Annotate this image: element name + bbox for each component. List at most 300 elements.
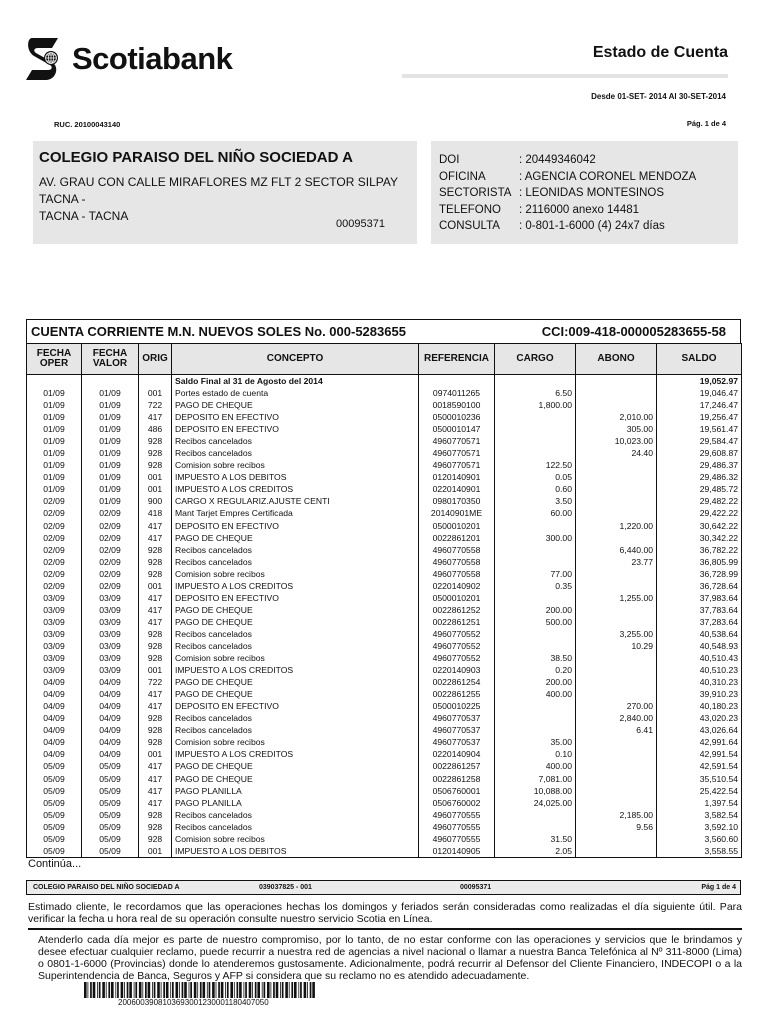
cell-fecha-oper: 04/09 [27, 688, 82, 700]
cell-abono [576, 375, 657, 388]
cell-referencia: 4960770558 [419, 568, 495, 580]
client-box [33, 141, 417, 244]
cell-concepto: DEPOSITO EN EFECTIVO [172, 520, 419, 532]
cell-orig: 900 [139, 495, 172, 507]
cell-saldo: 29,486.32 [657, 471, 742, 483]
table-row [27, 580, 742, 592]
cell-referencia: 20140901ME [419, 507, 495, 519]
cell-fecha-valor: 02/09 [82, 544, 139, 556]
cell-fecha-oper: 03/09 [27, 592, 82, 604]
cell-cargo [495, 423, 576, 435]
cell-referencia: 0022861251 [419, 616, 495, 628]
cell-referencia: 0022861258 [419, 773, 495, 785]
cell-fecha-oper: 02/09 [27, 507, 82, 519]
cell-abono: 305.00 [576, 423, 657, 435]
cell-saldo: 35,510.54 [657, 773, 742, 785]
cell-abono [576, 845, 657, 858]
info-value: : 2116000 anexo 14481 [519, 203, 640, 216]
cell-saldo: 19,052.97 [657, 375, 742, 388]
cell-fecha-oper: 03/09 [27, 640, 82, 652]
table-row [27, 411, 742, 423]
cell-orig: 417 [139, 797, 172, 809]
cell-fecha-valor: 05/09 [82, 821, 139, 833]
cell-abono [576, 399, 657, 411]
cell-orig: 928 [139, 447, 172, 459]
info-label: SECTORISTA [439, 187, 512, 199]
cell-saldo: 19,561.47 [657, 423, 742, 435]
cell-orig: 417 [139, 520, 172, 532]
cell-orig: 417 [139, 700, 172, 712]
cell-fecha-valor: 05/09 [82, 760, 139, 772]
cell-concepto: PAGO DE CHEQUE [172, 604, 419, 616]
transactions-body [27, 375, 742, 858]
cell-concepto: PAGO DE CHEQUE [172, 616, 419, 628]
cell-fecha-valor: 03/09 [82, 592, 139, 604]
cell-concepto: Comision sobre recibos [172, 459, 419, 471]
cell-saldo: 25,422.54 [657, 785, 742, 797]
cell-fecha-oper: 01/09 [27, 423, 82, 435]
cell-referencia: 4960770555 [419, 833, 495, 845]
cell-abono: 23.77 [576, 556, 657, 568]
cell-orig: 417 [139, 785, 172, 797]
cell-orig: 928 [139, 652, 172, 664]
account-cci: CCI:009-418-000005283655-58 [541, 324, 726, 339]
cell-cargo: 6.50 [495, 387, 576, 399]
cell-orig: 928 [139, 736, 172, 748]
cell-fecha-valor: 02/09 [82, 520, 139, 532]
cell-referencia: 0022861254 [419, 676, 495, 688]
cell-saldo: 37,283.64 [657, 616, 742, 628]
cell-abono: 2,010.00 [576, 411, 657, 423]
cell-orig: 001 [139, 748, 172, 760]
cell-cargo [495, 640, 576, 652]
table-row [27, 821, 742, 833]
cell-referencia: 4960770571 [419, 447, 495, 459]
cell-referencia [419, 375, 495, 388]
cell-abono [576, 797, 657, 809]
cell-concepto: Comision sobre recibos [172, 833, 419, 845]
cell-cargo [495, 724, 576, 736]
col-header-fecha-oper: FECHA OPER [27, 344, 82, 375]
cell-orig: 417 [139, 604, 172, 616]
cell-fecha-valor: 01/09 [82, 459, 139, 471]
cell-concepto: PAGO PLANILLA [172, 797, 419, 809]
cell-orig: 722 [139, 399, 172, 411]
cell-cargo: 300.00 [495, 532, 576, 544]
cell-fecha-oper: 04/09 [27, 748, 82, 760]
cell-saldo: 37,983.64 [657, 592, 742, 604]
cell-cargo: 400.00 [495, 688, 576, 700]
page-number: Pág. 1 de 4 [686, 119, 726, 128]
cell-concepto: PAGO DE CHEQUE [172, 760, 419, 772]
cell-abono [576, 652, 657, 664]
table-row [27, 447, 742, 459]
cell-orig [139, 375, 172, 388]
table-row [27, 532, 742, 544]
cell-abono [576, 785, 657, 797]
cell-referencia: 0220140904 [419, 748, 495, 760]
cell-concepto: Comision sobre recibos [172, 652, 419, 664]
cell-cargo [495, 700, 576, 712]
cell-concepto: DEPOSITO EN EFECTIVO [172, 700, 419, 712]
cell-fecha-oper: 05/09 [27, 797, 82, 809]
cell-abono [576, 387, 657, 399]
col-header-fecha-valor: FECHA VALOR [82, 344, 139, 375]
cell-fecha-valor: 01/09 [82, 423, 139, 435]
cell-fecha-oper: 05/09 [27, 845, 82, 858]
cell-concepto: Recibos cancelados [172, 640, 419, 652]
cell-referencia: 4960770552 [419, 640, 495, 652]
cell-concepto: PAGO DE CHEQUE [172, 773, 419, 785]
cell-abono [576, 471, 657, 483]
table-row [27, 664, 742, 676]
cell-fecha-valor: 03/09 [82, 664, 139, 676]
cell-orig: 001 [139, 664, 172, 676]
cell-orig: 928 [139, 628, 172, 640]
table-row [27, 845, 742, 858]
cell-saldo: 29,584.47 [657, 435, 742, 447]
cell-fecha-valor: 01/09 [82, 399, 139, 411]
cell-fecha-oper: 04/09 [27, 676, 82, 688]
cell-saldo: 37,783.64 [657, 604, 742, 616]
table-row [27, 459, 742, 471]
cell-cargo: 10,088.00 [495, 785, 576, 797]
cell-referencia: 4960770558 [419, 556, 495, 568]
cell-abono: 6.41 [576, 724, 657, 736]
cell-referencia: 0022861252 [419, 604, 495, 616]
cell-fecha-oper: 05/09 [27, 760, 82, 772]
cell-saldo: 3,582.54 [657, 809, 742, 821]
cell-fecha-valor: 05/09 [82, 773, 139, 785]
cell-cargo: 31.50 [495, 833, 576, 845]
cell-fecha-valor: 01/09 [82, 483, 139, 495]
cell-cargo: 60.00 [495, 507, 576, 519]
cell-concepto: Comision sobre recibos [172, 736, 419, 748]
cell-abono [576, 760, 657, 772]
cell-fecha-valor: 03/09 [82, 616, 139, 628]
cell-fecha-oper: 04/09 [27, 712, 82, 724]
cell-referencia: 4960770552 [419, 652, 495, 664]
cell-orig: 486 [139, 423, 172, 435]
table-row [27, 375, 742, 388]
cell-fecha-valor: 04/09 [82, 688, 139, 700]
table-row [27, 568, 742, 580]
cell-abono: 10,023.00 [576, 435, 657, 447]
cell-concepto: Recibos cancelados [172, 712, 419, 724]
cell-saldo: 40,538.64 [657, 628, 742, 640]
cell-cargo [495, 809, 576, 821]
cell-abono [576, 664, 657, 676]
cell-abono [576, 676, 657, 688]
cell-concepto: IMPUESTO A LOS CREDITOS [172, 580, 419, 592]
cell-fecha-oper: 02/09 [27, 495, 82, 507]
col-header-concepto: CONCEPTO [172, 344, 419, 375]
cell-abono [576, 833, 657, 845]
info-value: : 20449346042 [519, 154, 596, 166]
cell-orig: 417 [139, 532, 172, 544]
cell-fecha-oper: 03/09 [27, 604, 82, 616]
scotiabank-s-icon [24, 36, 64, 82]
cell-referencia: 0022861255 [419, 688, 495, 700]
cell-fecha-oper: 01/09 [27, 483, 82, 495]
notice-divider [28, 928, 742, 930]
cell-concepto: Recibos cancelados [172, 724, 419, 736]
cell-cargo [495, 520, 576, 532]
cell-orig: 928 [139, 724, 172, 736]
cell-orig: 001 [139, 845, 172, 858]
info-row-telefono [439, 202, 730, 219]
footer-client-name: COLEGIO PARAISO DEL NIÑO SOCIEDAD A [33, 884, 180, 891]
cell-concepto: CARGO X REGULARIZ.AJUSTE CENTI [172, 495, 419, 507]
cell-orig: 928 [139, 568, 172, 580]
cell-abono [576, 483, 657, 495]
col-header-orig: ORIG [139, 344, 172, 375]
cell-saldo: 29,485.72 [657, 483, 742, 495]
cell-cargo: 500.00 [495, 616, 576, 628]
cell-concepto: Recibos cancelados [172, 447, 419, 459]
table-row [27, 423, 742, 435]
cell-cargo: 38.50 [495, 652, 576, 664]
cell-saldo: 17,246.47 [657, 399, 742, 411]
cell-orig: 928 [139, 833, 172, 845]
cell-fecha-valor: 01/09 [82, 435, 139, 447]
cell-cargo: 3.50 [495, 495, 576, 507]
footer-code: 00095371 [460, 884, 492, 891]
cell-orig: 417 [139, 411, 172, 423]
cell-cargo: 0.60 [495, 483, 576, 495]
cell-saldo: 42,991.64 [657, 736, 742, 748]
cell-abono: 270.00 [576, 700, 657, 712]
table-row [27, 700, 742, 712]
table-row [27, 724, 742, 736]
cell-referencia: 4960770537 [419, 724, 495, 736]
cell-fecha-oper: 04/09 [27, 736, 82, 748]
cell-abono [576, 773, 657, 785]
cell-concepto: IMPUESTO A LOS CREDITOS [172, 483, 419, 495]
cell-cargo [495, 375, 576, 388]
table-row [27, 712, 742, 724]
cell-fecha-valor: 03/09 [82, 640, 139, 652]
cell-cargo: 0.20 [495, 664, 576, 676]
table-row [27, 556, 742, 568]
table-row [27, 809, 742, 821]
cell-fecha-oper: 03/09 [27, 652, 82, 664]
cell-fecha-valor: 02/09 [82, 532, 139, 544]
cell-fecha-oper: 02/09 [27, 568, 82, 580]
cell-concepto: Saldo Final al 31 de Agosto del 2014 [172, 375, 419, 388]
cell-orig: 928 [139, 640, 172, 652]
cell-abono [576, 532, 657, 544]
info-row-sectorista [439, 185, 730, 202]
cell-fecha-oper: 05/09 [27, 809, 82, 821]
cell-concepto: Portes estado de cuenta [172, 387, 419, 399]
col-header-referencia: REFERENCIA [419, 344, 495, 375]
cell-abono [576, 459, 657, 471]
cell-cargo: 77.00 [495, 568, 576, 580]
account-title: CUENTA CORRIENTE M.N. NUEVOS SOLES No. 000-5283655 [31, 324, 406, 339]
client-code: 00095371 [336, 218, 385, 230]
cell-referencia: 0220140903 [419, 664, 495, 676]
cell-fecha-oper: 04/09 [27, 724, 82, 736]
cell-fecha-valor: 02/09 [82, 568, 139, 580]
cell-saldo: 19,256.47 [657, 411, 742, 423]
cell-fecha-valor: 04/09 [82, 724, 139, 736]
info-row-oficina [439, 169, 730, 186]
continued-label: Continúa... [28, 858, 82, 870]
cell-orig: 001 [139, 471, 172, 483]
cell-fecha-valor: 02/09 [82, 507, 139, 519]
table-row [27, 604, 742, 616]
cell-concepto: Recibos cancelados [172, 544, 419, 556]
cell-saldo: 42,591.54 [657, 760, 742, 772]
info-value: : AGENCIA CORONEL MENDOZA [519, 170, 697, 183]
cell-fecha-valor: 01/09 [82, 387, 139, 399]
table-row [27, 760, 742, 772]
brand-name: Scotiabank [72, 41, 233, 76]
cell-concepto: IMPUESTO A LOS CREDITOS [172, 664, 419, 676]
cell-abono [576, 604, 657, 616]
cell-fecha-valor: 04/09 [82, 736, 139, 748]
cell-cargo: 122.50 [495, 459, 576, 471]
cell-saldo: 29,422.22 [657, 507, 742, 519]
cell-fecha-valor: 05/09 [82, 785, 139, 797]
cell-orig: 417 [139, 616, 172, 628]
cell-saldo: 30,642.22 [657, 520, 742, 532]
cell-fecha-valor [82, 375, 139, 388]
cell-referencia: 0500010225 [419, 700, 495, 712]
cell-fecha-oper: 01/09 [27, 411, 82, 423]
cell-cargo: 0.10 [495, 748, 576, 760]
cell-cargo: 200.00 [495, 604, 576, 616]
cell-abono: 24.40 [576, 447, 657, 459]
cell-fecha-valor: 01/09 [82, 471, 139, 483]
cell-referencia: 0500010201 [419, 592, 495, 604]
cell-orig: 928 [139, 556, 172, 568]
cell-fecha-oper: 01/09 [27, 459, 82, 471]
footer-reference: 039037825 - 001 [259, 884, 312, 891]
cell-fecha-oper: 02/09 [27, 580, 82, 592]
cell-fecha-valor: 01/09 [82, 447, 139, 459]
cell-abono: 1,220.00 [576, 520, 657, 532]
info-label: DOI [439, 154, 460, 166]
col-header-cargo: CARGO [495, 344, 576, 375]
cell-abono: 3,255.00 [576, 628, 657, 640]
col-header-saldo: SALDO [657, 344, 742, 375]
cell-abono [576, 748, 657, 760]
table-row [27, 544, 742, 556]
document-title: Estado de Cuenta [592, 44, 728, 61]
cell-orig: 722 [139, 676, 172, 688]
cell-abono: 9.56 [576, 821, 657, 833]
cell-concepto: DEPOSITO EN EFECTIVO [172, 592, 419, 604]
cell-cargo [495, 447, 576, 459]
cell-referencia: 0506760002 [419, 797, 495, 809]
cell-referencia: 0220140901 [419, 483, 495, 495]
cell-orig: 001 [139, 580, 172, 592]
cell-saldo: 3,558.55 [657, 845, 742, 858]
cell-referencia: 4960770558 [419, 544, 495, 556]
cell-referencia: 0974011265 [419, 387, 495, 399]
cell-concepto: Comision sobre recibos [172, 568, 419, 580]
cell-fecha-valor: 03/09 [82, 628, 139, 640]
cell-fecha-oper: 03/09 [27, 628, 82, 640]
cell-fecha-valor: 05/09 [82, 797, 139, 809]
ruc-number: RUC. 20100043140 [54, 120, 121, 129]
transactions-table [26, 343, 742, 858]
info-row-doi [439, 152, 730, 169]
scotiabank-logo [24, 36, 232, 82]
cell-abono [576, 736, 657, 748]
cell-fecha-oper: 02/09 [27, 544, 82, 556]
cell-saldo: 36,728.64 [657, 580, 742, 592]
table-row [27, 592, 742, 604]
cell-orig: 928 [139, 809, 172, 821]
table-row [27, 495, 742, 507]
cell-orig: 417 [139, 773, 172, 785]
cell-referencia: 0500010201 [419, 520, 495, 532]
cell-concepto: Recibos cancelados [172, 435, 419, 447]
cell-concepto: IMPUESTO A LOS CREDITOS [172, 748, 419, 760]
cell-saldo: 40,548.93 [657, 640, 742, 652]
title-divider [402, 74, 728, 78]
cell-abono [576, 507, 657, 519]
cell-cargo [495, 435, 576, 447]
cell-fecha-valor: 04/09 [82, 712, 139, 724]
table-row [27, 387, 742, 399]
client-address-line: TACNA - [39, 192, 86, 206]
cell-fecha-oper: 01/09 [27, 447, 82, 459]
client-address-line: AV. GRAU CON CALLE MIRAFLORES MZ FLT 2 SECTOR SILPAY [39, 175, 398, 189]
cell-orig: 418 [139, 507, 172, 519]
cell-fecha-oper: 03/09 [27, 664, 82, 676]
cell-saldo: 36,805.99 [657, 556, 742, 568]
cell-concepto: PAGO DE CHEQUE [172, 532, 419, 544]
cell-referencia: 0500010147 [419, 423, 495, 435]
table-row [27, 652, 742, 664]
cell-orig: 928 [139, 821, 172, 833]
cell-cargo: 400.00 [495, 760, 576, 772]
account-info-box [431, 141, 738, 244]
cell-saldo: 39,910.23 [657, 688, 742, 700]
cell-referencia: 0022861257 [419, 760, 495, 772]
col-header-abono: ABONO [576, 344, 657, 375]
cell-fecha-valor: 05/09 [82, 845, 139, 858]
cell-concepto: IMPUESTO A LOS DEBITOS [172, 471, 419, 483]
statement-period: Desde 01-SET- 2014 Al 30-SET-2014 [591, 92, 726, 101]
cell-fecha-oper: 02/09 [27, 520, 82, 532]
cell-cargo: 0.05 [495, 471, 576, 483]
cell-referencia: 4960770571 [419, 435, 495, 447]
table-row [27, 435, 742, 447]
cell-fecha-oper: 02/09 [27, 556, 82, 568]
cell-abono [576, 568, 657, 580]
cell-abono [576, 688, 657, 700]
cell-fecha-oper: 02/09 [27, 532, 82, 544]
cell-cargo: 2.05 [495, 845, 576, 858]
table-row [27, 628, 742, 640]
cell-saldo: 40,510.23 [657, 664, 742, 676]
table-row [27, 471, 742, 483]
cell-fecha-oper: 05/09 [27, 773, 82, 785]
cell-orig: 417 [139, 592, 172, 604]
cell-saldo: 19,046.47 [657, 387, 742, 399]
account-header [26, 319, 741, 343]
info-row-consulta [439, 218, 730, 235]
cell-cargo [495, 821, 576, 833]
cell-saldo: 40,510.43 [657, 652, 742, 664]
table-row [27, 785, 742, 797]
cell-referencia: 0220140902 [419, 580, 495, 592]
